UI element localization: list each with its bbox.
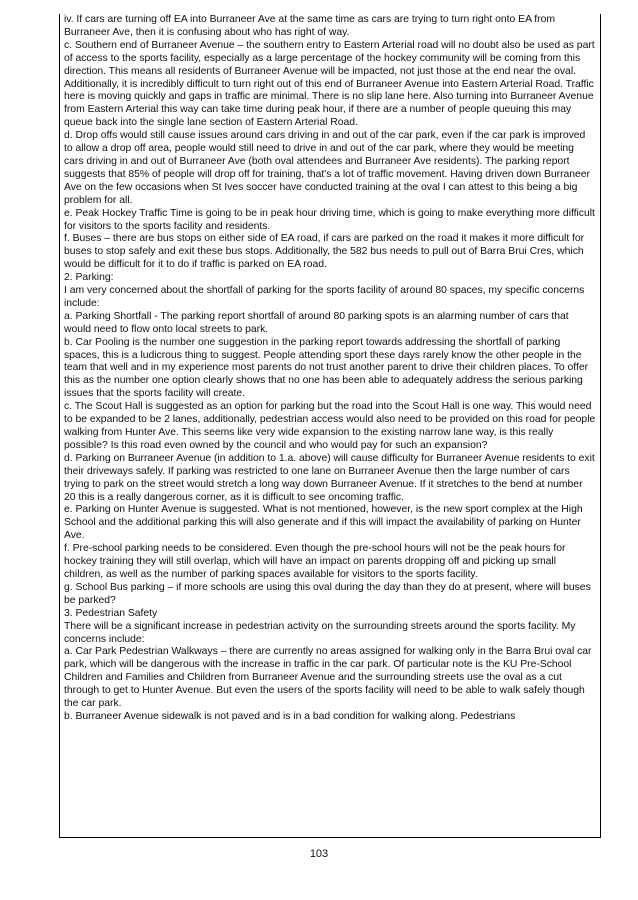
- paragraph-iv-right-of-way: iv. If cars are turning off EA into Burraneer Ave at the same time as cars are trying to turn right onto EA from Burraneer Ave, then it is confusing about who has right of way.: [64, 14, 555, 38]
- document-body: [60, 14, 600, 724]
- paragraph-b-sidewalk: b. Burraneer Avenue sidewalk is not paved and is in a bad condition for walking along. Pedestrians: [64, 710, 516, 722]
- paragraph-a-parking-shortfall: a. Parking Shortfall - The parking report shortfall of around 80 parking spots is an alarming number of cars that would need to flow onto local streets to park.: [64, 310, 569, 335]
- paragraph-f-pre-school: f. Pre-school parking needs to be considered. Even though the pre-school hours will not be the peak hours for hockey training they will still overlap, which will have an impact on parents dropping off and picking up small children, as well as the number of parking spaces available for visitors to the sports facility.: [64, 543, 566, 580]
- paragraph-c-scout-hall: c. The Scout Hall is suggested as an option for parking but the road into the Scout Hall is one way. This would need to be expanded to be 2 lanes, additionally, pedestrian access would also need to be provided on this road for people walking from Hunter Ave. This seems like very wide expansion to the existing narrow lane way, is this really possible? Is this road even owned by the council and who would pay for such an expansion?: [64, 401, 596, 451]
- paragraph-parking-intro: I am very concerned about the shortfall of parking for the sports facility of around 80 spaces, my specific concerns include:: [64, 285, 585, 309]
- paragraph-d-parking-burraneer: d. Parking on Burraneer Avenue (in addition to 1.a. above) will cause difficulty for Burraneer Avenue residents to exit their driveways safely. If parking was restricted to one lane on Burraneer Avenue then the large number of cars trying to park on the street would stretch a long way down Burraneer Avenue. If it stretches to the bend at number 20 this is a really dangerous corner, as it is difficult to see oncoming traffic.: [64, 452, 595, 503]
- paragraph-g-school-bus: g. School Bus parking – if more schools are using this oval during the day than they do at present, where will buses be parked?: [64, 581, 591, 606]
- text-frame: [59, 14, 601, 838]
- paragraph-pedestrian-intro: There will be a significant increase in pedestrian activity on the surrounding streets around the sports facility. My concerns include:: [64, 620, 576, 645]
- paragraph-d-drop-offs: d. Drop offs would still cause issues around cars driving in and out of the car park, even if the car park is improved to allow a drop off area, people would still need to drive in and out of the car park, where they would be meeting cars driving in and out of Burraneer Ave (both oval attendees and Burraneer Ave residents). The parking report suggests that 85% of people will drop off for training, that's a lot of traffic movement. Having driven down Burraneer Ave on the few occasions when St Ives soccer have conducted training at the oval I can attest to this being a big problem for all.: [64, 130, 590, 206]
- section-heading-pedestrian-safety: 3. Pedestrian Safety: [64, 607, 158, 619]
- paragraph-c-southern-end: c. Southern end of Burraneer Avenue – the southern entry to Eastern Arterial road will no doubt also be used as part of access to the sports facility, especially as a large percentage of the hockey community will be coming from this direction. This means all residents of Burraneer Avenue will be impacted, not just those at the end near the oval. Additionally, it is incredibly difficult to turn right out of this end of Burraneer Avenue into Eastern Arterial Road. Traffic here is moving quickly and gaps in traffic are minimal. There is no slip lane here. Also turning into Burraneer Avenue from Eastern Arterial this way can take time during peak hour, if there are a number of people queuing this may queue back into the single lane section of Eastern Arterial Road.: [64, 39, 595, 129]
- paragraph-f-buses: f. Buses – there are bus stops on either side of EA road, if cars are parked on the road it makes it more difficult for buses to stop safely and exit these bus stops. Additionally, the 582 bus needs to pull out of Barra Brui Cres, which would be difficult for it to do if traffic is parked on EA road.: [64, 233, 585, 271]
- paragraph-b-car-pooling: b. Car Pooling is the number one suggestion in the parking report towards addressing the shortfall of parking spaces, this is a ludicrous thing to suggest. People attending sport these days rarely know the other people in the team that well and in my experience most parents do not trust another parent to drive their children places. To offer this as the number one option clearly shows that no one has been able to adequately address the serious parking issues that the sports facility will create.: [64, 336, 589, 400]
- section-heading-parking: 2. Parking:: [64, 272, 114, 284]
- paragraph-e-parking-hunter: e. Parking on Hunter Avenue is suggested. What is not mentioned, however, is the new sport complex at the High School and the additional parking this will also generate and if this will impact the availability of parking on Hunter Ave.: [64, 504, 583, 542]
- paragraph-e-peak-traffic: e. Peak Hockey Traffic Time is going to be in peak hour driving time, which is going to make everything more difficult for visitors to the sports facility and residents.: [64, 207, 595, 232]
- page-number: 103: [309, 848, 329, 860]
- paragraph-a-car-park-walkways: a. Car Park Pedestrian Walkways – there are currently no areas assigned for walking only in the Barra Brui oval car park, which will be dangerous with the increase in traffic in the car park. Of particular note is the KU Pre-School Children and Families and Children from Burraneer Avenue and the surrounding streets use the oval as a cut through to get to Hunter Avenue. But even the users of the sports facility will need to be able to walk safely though the car park.: [64, 646, 592, 710]
